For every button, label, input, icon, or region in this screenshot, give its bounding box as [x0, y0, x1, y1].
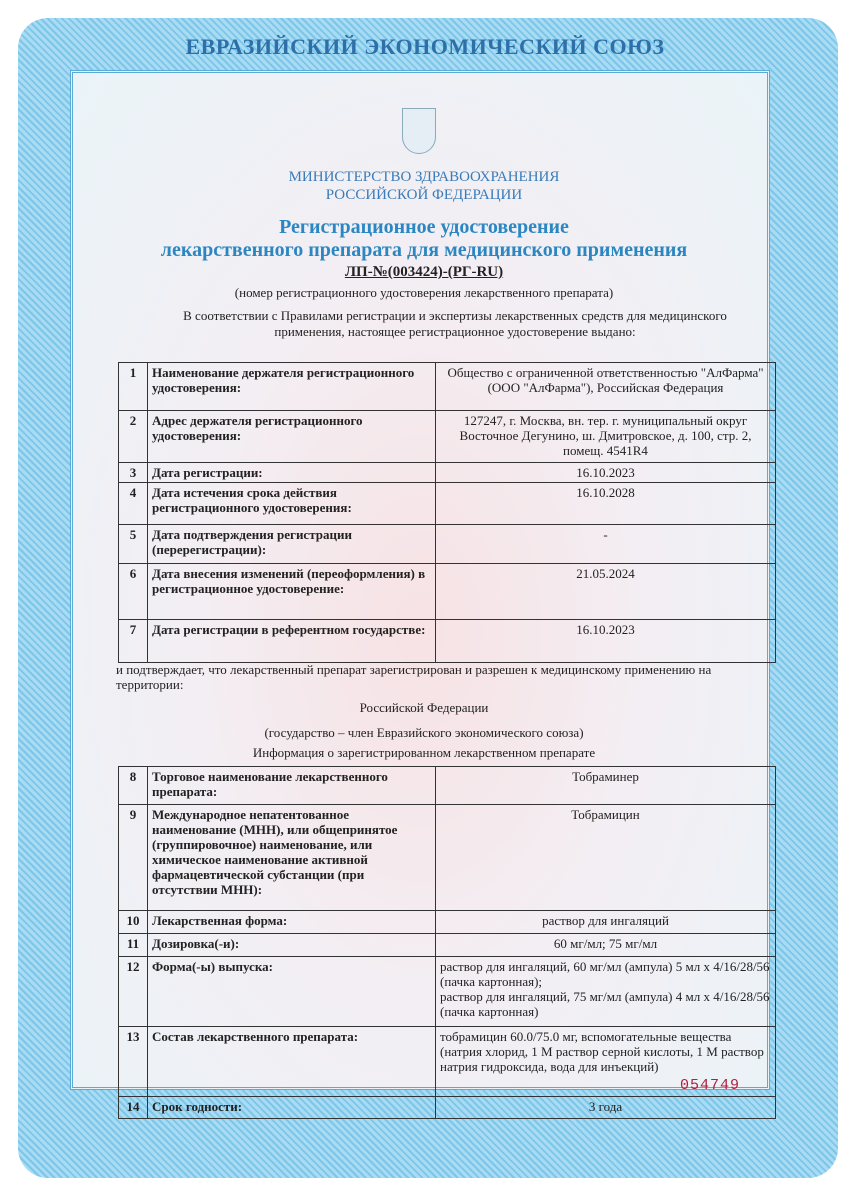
table-row — [119, 934, 776, 957]
table-row — [119, 483, 776, 525]
row-value: 16.10.2023 — [436, 463, 776, 483]
row-value: раствор для ингаляций — [436, 911, 776, 934]
row-value: 16.10.2028 — [436, 483, 776, 525]
document-title — [0, 216, 848, 262]
row-value: Общество с ограниченной ответственностью "АлФарма" (ООО "АлФарма"), Российская Федерация — [436, 363, 776, 411]
row-value: 16.10.2023 — [436, 620, 776, 663]
row-number: 11 — [119, 934, 148, 957]
table-row — [119, 363, 776, 411]
table-row — [119, 564, 776, 620]
coat-of-arms-icon — [402, 108, 436, 154]
row-label: Дата внесения изменений (переоформления) в регистрационное удостоверение: — [148, 564, 436, 620]
row-label: Дозировка(-и): — [148, 934, 436, 957]
row-number: 3 — [119, 463, 148, 483]
table-row — [119, 411, 776, 463]
table-row — [119, 1027, 776, 1097]
table-row — [119, 805, 776, 911]
title-line1: Регистрационное удостоверение — [279, 216, 569, 238]
serial-number: 054749 — [680, 1077, 741, 1094]
row-number: 4 — [119, 483, 148, 525]
ministry-line1: МИНИСТЕРСТВО ЗДРАВООХРАНЕНИЯ — [288, 169, 560, 185]
number-caption: (номер регистрационного удостоверения лекарственного препарата) — [234, 285, 614, 300]
row-value: Тобраминер — [436, 767, 776, 805]
row-number: 8 — [119, 767, 148, 805]
ministry-name — [0, 168, 848, 204]
row-number: 12 — [119, 957, 148, 1027]
country: Российской Федерации — [359, 700, 489, 715]
union-title: ЕВРАЗИЙСКИЙ ЭКОНОМИЧЕСКИЙ СОЮЗ — [185, 34, 665, 59]
confirm-text: и подтверждает, что лекарственный препарат зарегистрирован и разрешен к медицинскому применению на территории: — [116, 662, 712, 692]
row-label: Состав лекарственного препарата: — [148, 1027, 436, 1097]
table-row — [119, 957, 776, 1027]
row-number: 5 — [119, 525, 148, 564]
table-row — [119, 620, 776, 663]
release-form-2: раствор для ингаляций, 75 мг/мл (ампула) 4 мл х 4/16/28/56 (пачка картонная) — [440, 989, 770, 1019]
row-number: 7 — [119, 620, 148, 663]
country-caption: (государство – член Евразийского экономического союза) — [264, 725, 584, 740]
row-value: 60 мг/мл; 75 мг/мл — [436, 934, 776, 957]
table-row — [119, 525, 776, 564]
row-label: Срок годности: — [148, 1097, 436, 1119]
row-value: Тобрамицин — [436, 805, 776, 911]
holder-table — [118, 362, 776, 663]
row-label: Дата регистрации: — [148, 463, 436, 483]
row-value: 3 года — [436, 1097, 776, 1119]
row-label: Международное непатентованное наименование (МНН), или общепринятое (группировочное) наименование, или химическое наименование активной фармацевтической субстанции (при отсутствии МНН): — [148, 805, 436, 911]
row-number: 13 — [119, 1027, 148, 1097]
table-row — [119, 463, 776, 483]
info-heading: Информация о зарегистрированном лекарственном препарате — [252, 745, 596, 760]
product-table — [118, 766, 776, 1119]
row-label: Лекарственная форма: — [148, 911, 436, 934]
row-number: 14 — [119, 1097, 148, 1119]
row-value: 21.05.2024 — [436, 564, 776, 620]
row-value: тобрамицин 60.0/75.0 мг, вспомогательные вещества (натрия хлорид, 1 М раствор серной кислоты, 1 М раствор натрия гидроксида, вода для инъекций) — [436, 1027, 776, 1097]
row-value: 127247, г. Москва, вн. тер. г. муниципальный округ Восточное Дегунино, ш. Дмитровское, д. 100, стр. 2, помещ. 4541R4 — [436, 411, 776, 463]
row-number: 2 — [119, 411, 148, 463]
row-label: Адрес держателя регистрационного удостоверения: — [148, 411, 436, 463]
row-number: 1 — [119, 363, 148, 411]
row-number: 10 — [119, 911, 148, 934]
release-form-1: раствор для ингаляций, 60 мг/мл (ампула) 5 мл х 4/16/28/56 (пачка картонная); — [440, 959, 770, 989]
row-number: 9 — [119, 805, 148, 911]
title-line2: лекарственного препарата для медицинского применения — [160, 239, 688, 261]
row-label: Торговое наименование лекарственного препарата: — [148, 767, 436, 805]
registration-number: ЛП-№(003424)-(РГ-RU) — [344, 264, 504, 280]
table-row — [119, 911, 776, 934]
ministry-line2: РОССИЙСКОЙ ФЕДЕРАЦИИ — [325, 187, 523, 203]
row-label: Дата регистрации в референтном государстве: — [148, 620, 436, 663]
row-label: Форма(-ы) выпуска: — [148, 957, 436, 1027]
row-label: Наименование держателя регистрационного удостоверения: — [148, 363, 436, 411]
row-value — [436, 957, 776, 1027]
union-band — [40, 28, 810, 66]
intro-text: В соответствии с Правилами регистрации и экспертизы лекарственных средств для медицинского применения, настоящее регистрационное удостоверение выдано: — [183, 308, 727, 339]
table-row — [119, 1097, 776, 1119]
table-row — [119, 767, 776, 805]
row-number: 6 — [119, 564, 148, 620]
row-label: Дата истечения срока действия регистрационного удостоверения: — [148, 483, 436, 525]
row-value: - — [436, 525, 776, 564]
row-label: Дата подтверждения регистрации (перерегистрации): — [148, 525, 436, 564]
